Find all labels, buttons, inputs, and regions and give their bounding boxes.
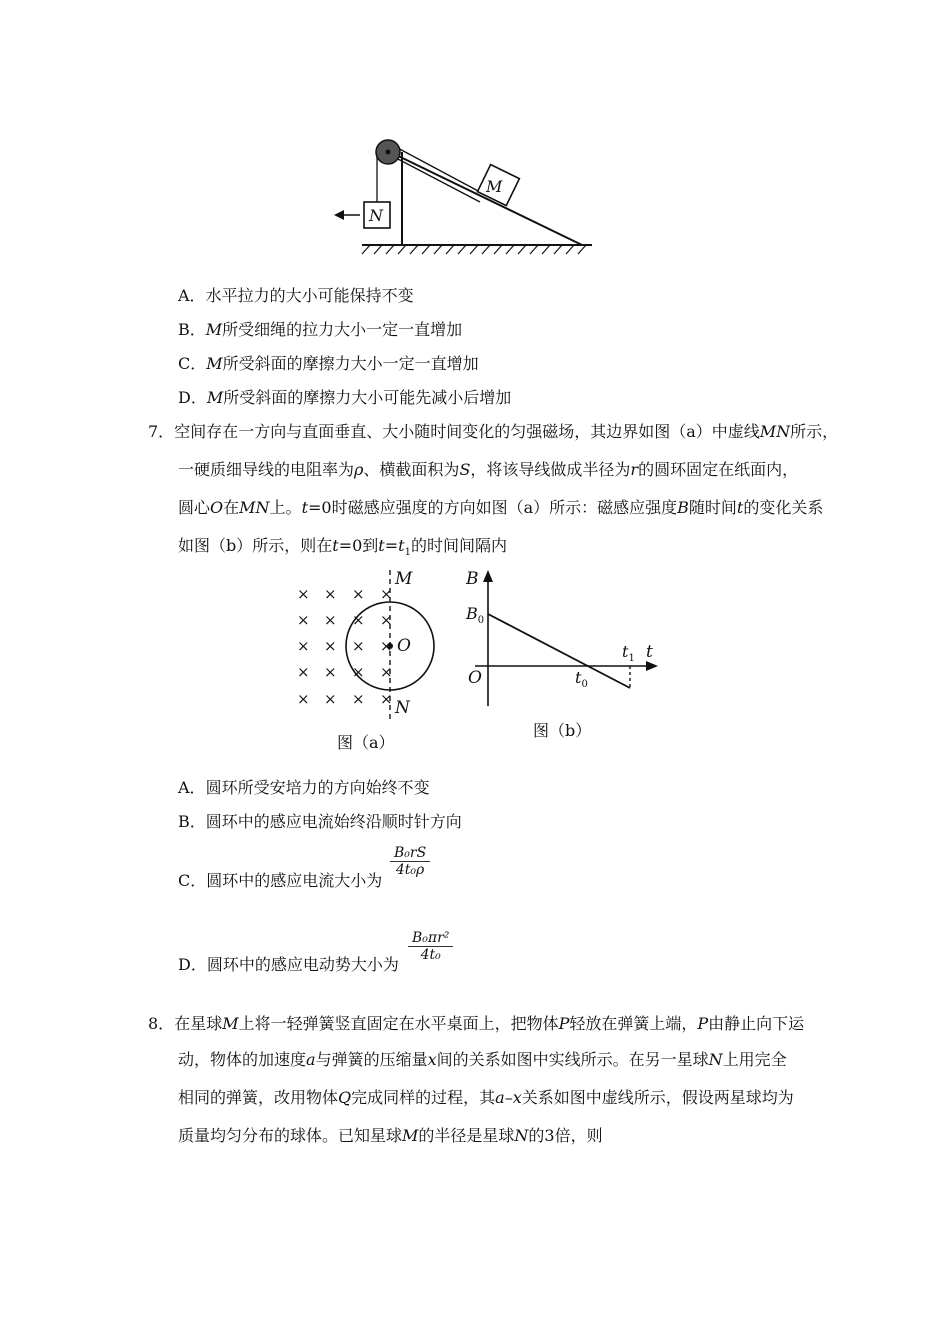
field-cross: × (380, 611, 393, 629)
field-cross: × (352, 690, 365, 708)
q7-fig-b-b0: $B_0$ (466, 604, 485, 627)
q7-fig-b-t0: $t_0$ (575, 668, 588, 691)
q8-line-1: 8．在星球M上将一轻弹簧竖直固定在水平桌面上，把物体P轻放在弹簧上端，P由静止向下运 (148, 1014, 805, 1033)
q6-figure (330, 130, 600, 255)
q7-option-a[interactable]: A．圆环所受安培力的方向始终不变 (178, 778, 430, 797)
field-cross: × (352, 663, 365, 681)
field-cross: × (352, 637, 365, 655)
q6-option-c[interactable]: C．M所受斜面的摩擦力大小一定一直增加 (178, 354, 479, 373)
q7-fig-a-caption: 图（a） (337, 733, 395, 752)
q7-line-4: 如图（b）所示，则在t=0到$t=t_1$的时间间隔内 (178, 536, 507, 559)
field-cross: × (380, 585, 393, 603)
field-cross: × (297, 611, 310, 629)
q7-option-b[interactable]: B．圆环中的感应电流始终沿顺时针方向 (178, 812, 462, 831)
q7-line-2: 一硬质细导线的电阻率为ρ、横截面积为S，将该导线做成半径为r的圆环固定在纸面内， (178, 460, 799, 479)
q7-fig-a-n: N (395, 698, 410, 718)
field-cross: × (380, 663, 393, 681)
q6-block-m-label: M (486, 177, 503, 196)
q8-line-4: 质量均匀分布的球体。已知星球M的半径是星球N的3倍，则 (178, 1126, 603, 1145)
q7-figure-b (470, 566, 670, 716)
q7-fig-b-t: t (646, 642, 653, 662)
q7-option-d-fraction: $\frac{\text{B₀πr²}}{\text{4t₀}}$ (408, 930, 453, 963)
field-cross: × (324, 611, 337, 629)
q7-fig-b-b: B (466, 569, 479, 589)
q7-fig-b-o: O (468, 668, 482, 688)
q7-fig-b-t1: $t_1$ (622, 642, 635, 665)
field-cross: × (297, 690, 310, 708)
q7-fig-a-o: O (397, 636, 411, 656)
q7-line-1: 7．空间存在一方向与直面垂直、大小随时间变化的匀强磁场，其边界如图（a）中虚线MN所示， (148, 422, 839, 441)
q7-option-c-fraction: $\frac{\text{B₀rS}}{\text{4t₀ρ}}$ (390, 845, 430, 878)
field-cross: × (297, 585, 310, 603)
field-cross: × (297, 663, 310, 681)
field-cross: × (380, 637, 393, 655)
field-cross: × (324, 637, 337, 655)
q7-fig-b-caption: 图（b） (533, 721, 592, 740)
q6-option-b[interactable]: B．M所受细绳的拉力大小一定一直增加 (178, 320, 463, 339)
field-cross: × (352, 585, 365, 603)
field-cross: × (380, 690, 393, 708)
q8-line-3: 相同的弹簧，改用物体Q完成同样的过程，其a–x关系如图中虚线所示，假设两星球均为 (178, 1088, 794, 1107)
q8-line-2: 动，物体的加速度a与弹簧的压缩量x间的关系如图中实线所示。在另一星球N上用完全 (178, 1050, 787, 1069)
q6-option-a[interactable]: A．水平拉力的大小可能保持不变 (178, 286, 414, 305)
q6-block-n-label: N (369, 206, 383, 225)
q7-option-c[interactable]: C．圆环中的感应电流大小为 (178, 871, 383, 890)
field-cross: × (324, 690, 337, 708)
q7-option-d[interactable]: D．圆环中的感应电动势大小为 (178, 955, 399, 974)
q7-line-3: 圆心O在MN上。t=0时磁感应强度的方向如图（a）所示：磁感应强度B随时间t的变化关系 (178, 498, 824, 517)
q7-fig-a-m: M (395, 569, 413, 589)
field-cross: × (297, 637, 310, 655)
field-cross: × (352, 611, 365, 629)
field-cross: × (324, 585, 337, 603)
q6-option-d[interactable]: D．M所受斜面的摩擦力大小可能先减小后增加 (178, 388, 512, 407)
field-cross: × (324, 663, 337, 681)
